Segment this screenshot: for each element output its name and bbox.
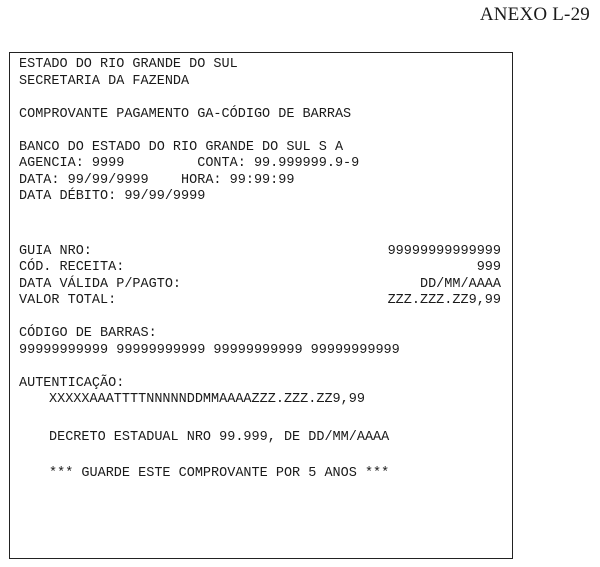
annex-label: ANEXO L-29 — [479, 4, 590, 25]
barcode-value: 99999999999 99999999999 99999999999 99999999999 — [19, 342, 400, 358]
bank-name: BANCO DO ESTADO DO RIO GRANDE DO SUL S A — [19, 139, 344, 155]
field-row-valid-date — [19, 277, 501, 294]
authentication-value: XXXXXAAATTTTNNNNNDDMMAAAAZZZ.ZZZ.ZZ9,99 — [49, 392, 365, 407]
field-row-guide-number — [19, 244, 501, 261]
field-value: 999 — [476, 260, 501, 275]
debit-date-line: DATA DÉBITO: 99/99/9999 — [19, 189, 206, 204]
state-heading: ESTADO DO RIO GRANDE DO SUL — [19, 57, 238, 72]
field-value: 99999999999999 — [387, 243, 501, 259]
field-row-total-value — [19, 293, 501, 310]
decree-line: DECRETO ESTADUAL NRO 99.999, DE DD/MM/AAAA — [49, 429, 390, 445]
field-label: GUIA NRO: — [19, 243, 92, 259]
secretariat-heading: SECRETARIA DA FAZENDA — [19, 73, 190, 89]
field-label: VALOR TOTAL: — [19, 293, 117, 308]
retention-notice: *** GUARDE ESTE COMPROVANTE POR 5 ANOS *** — [49, 466, 390, 481]
field-value: ZZZ.ZZZ.ZZ9,99 — [387, 293, 501, 308]
payment-receipt — [9, 52, 513, 559]
agency-account-line: AGENCIA: 9999 CONTA: 99.999999.9-9 — [19, 156, 360, 171]
field-row-revenue-code — [19, 260, 501, 277]
receipt-title: COMPROVANTE PAGAMENTO GA-CÓDIGO DE BARRAS — [19, 106, 352, 122]
field-label: CÓD. RECEITA: — [19, 260, 125, 275]
authentication-label: AUTENTICAÇÃO: — [19, 375, 125, 391]
field-value: DD/MM/AAAA — [419, 276, 501, 292]
field-label: DATA VÁLIDA P/PAGTO: — [19, 276, 182, 292]
barcode-label: CÓDIGO DE BARRAS: — [19, 326, 157, 341]
date-time-line: DATA: 99/99/9999 HORA: 99:99:99 — [19, 172, 295, 188]
